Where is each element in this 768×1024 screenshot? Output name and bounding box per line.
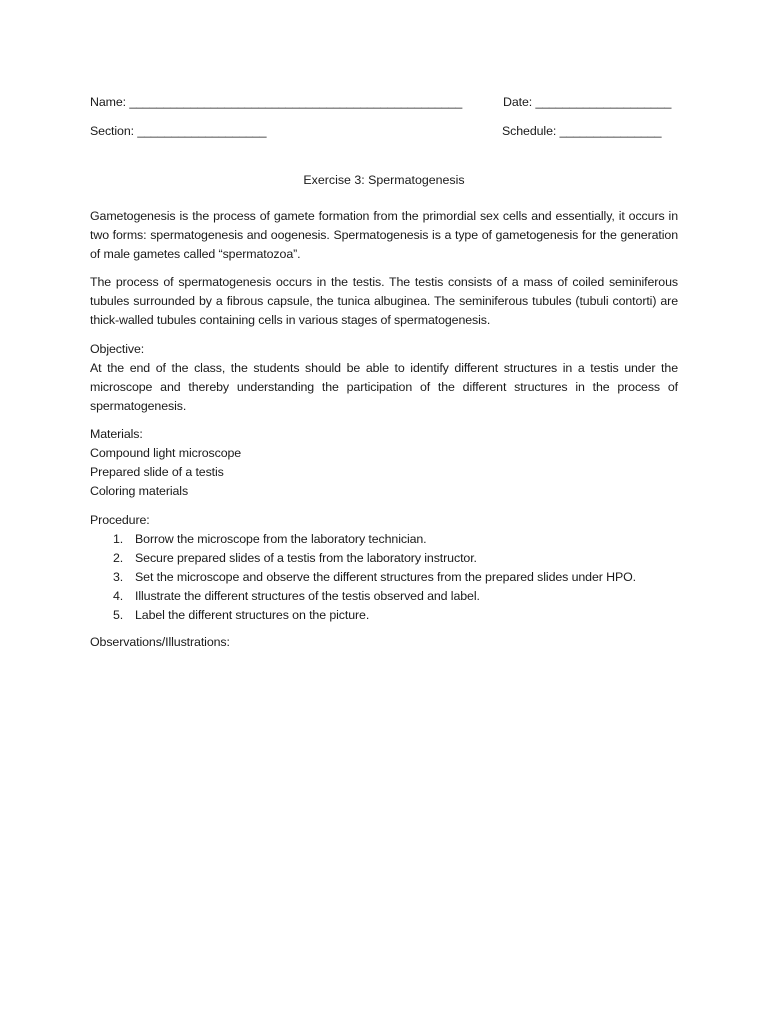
- procedure-step: [90, 530, 678, 549]
- materials-heading: Materials:: [90, 427, 143, 441]
- objective-section: [90, 340, 678, 416]
- step-text: Label the different structures on the picture.: [135, 608, 370, 622]
- step-number: 3.: [113, 570, 124, 584]
- step-number: 5.: [113, 608, 124, 622]
- procedure-section: [90, 511, 678, 625]
- section-label: Section:: [90, 124, 134, 138]
- step-number: 1.: [113, 532, 124, 546]
- schedule-field: [502, 122, 661, 141]
- objective-text: At the end of the class, the students should be able to identify different structures in a testis under the microscope and thereby understanding the participation of the different structures in the process of spermatogenesis.: [90, 361, 678, 413]
- exercise-title: Exercise 3: Spermatogenesis: [303, 173, 465, 187]
- intro-paragraph-gametogenesis: Gametogenesis is the process of gamete formation from the primordial sex cells and essentially, it occurs in two forms: spermatogenesis and oogenesis. Spermatogenesis is a type of gametogenesis for the generation of male gametes called “spermatozoa”.: [90, 209, 678, 261]
- material-item: Prepared slide of a testis: [90, 465, 224, 479]
- step-text: Secure prepared slides of a testis from the laboratory instructor.: [135, 551, 477, 565]
- schedule-label: Schedule:: [502, 124, 557, 138]
- date-blank: ____________________: [535, 95, 672, 109]
- name-blank: _________________________________________________: [129, 95, 463, 109]
- step-text: Borrow the microscope from the laboratory technician.: [135, 532, 427, 546]
- materials-section: [90, 425, 678, 501]
- date-field: [503, 93, 671, 112]
- procedure-step: [90, 549, 678, 568]
- step-text: Illustrate the different structures of the testis observed and label.: [135, 589, 480, 603]
- observations-section: [90, 633, 678, 652]
- step-number: 4.: [113, 589, 124, 603]
- procedure-step: [90, 606, 678, 625]
- schedule-blank: _______________: [559, 124, 662, 138]
- procedure-step: [90, 568, 678, 587]
- procedure-heading: Procedure:: [90, 513, 150, 527]
- intro-paragraph-testis: The process of spermatogenesis occurs in the testis. The testis consists of a mass of coiled seminiferous tubules surrounded by a fibrous capsule, the tunica albuginea. The seminiferous tubules (tubuli contorti) are thick-walled tubules containing cells in various stages of spermatogenesis.: [90, 275, 678, 327]
- observations-heading: Observations/Illustrations:: [90, 635, 230, 649]
- procedure-step: [90, 587, 678, 606]
- objective-heading: Objective:: [90, 342, 145, 356]
- section-blank: ___________________: [137, 124, 267, 138]
- procedure-steps-list: [90, 530, 678, 625]
- step-text: Set the microscope and observe the different structures from the prepared slides under HPO.: [135, 570, 637, 584]
- material-item: Coloring materials: [90, 484, 189, 498]
- material-item: Compound light microscope: [90, 446, 242, 460]
- name-label: Name:: [90, 95, 126, 109]
- step-number: 2.: [113, 551, 124, 565]
- name-date-row: [90, 93, 678, 112]
- section-schedule-row: [90, 122, 678, 141]
- date-label: Date:: [503, 95, 533, 109]
